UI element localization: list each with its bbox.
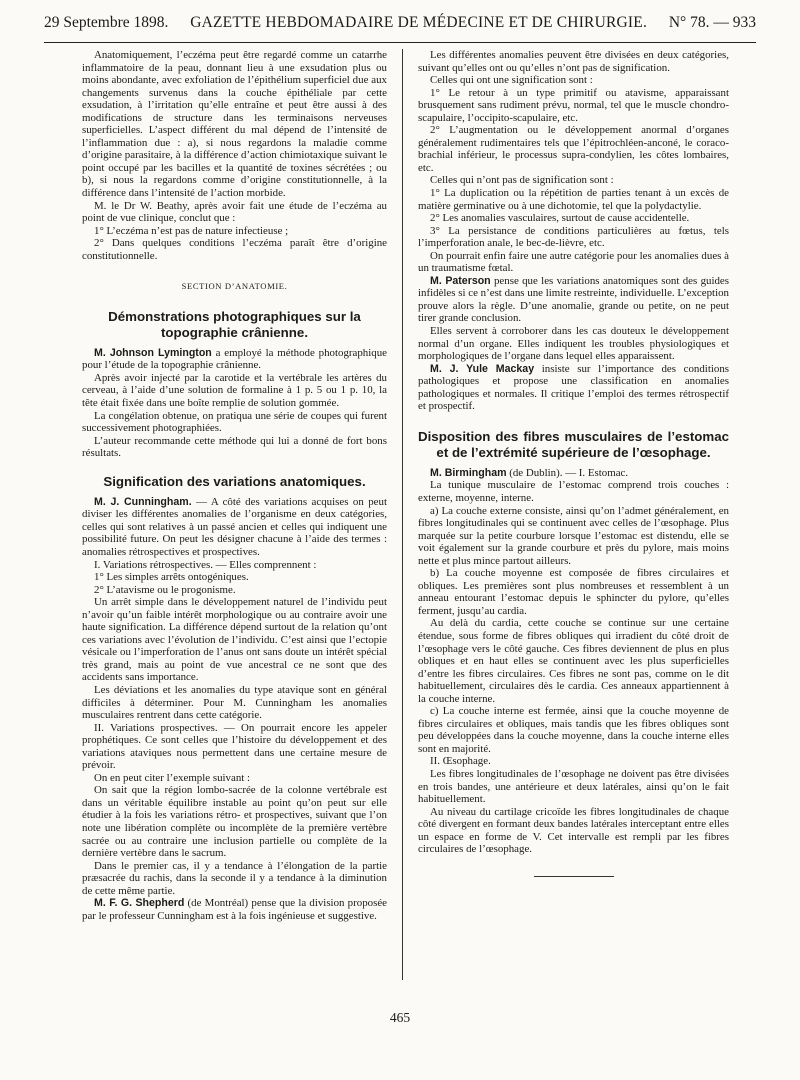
article-heading: Signification des variations anatomiques.: [103, 473, 366, 489]
paragraph: a) La couche externe consiste, ainsi qu’on l’admet généralement, en fibres longitudinales qui se continuent avec celles de l’œsophage. Plus marquée sur la petite courbure lorsque l’estomac est distendu, elle se voit également sur la grande courbure et près du pylore, mais moins nette et plus mince partout ailleurs.: [418, 504, 729, 567]
header-date: 29 Septembre 1898.: [44, 14, 169, 31]
page-number: 465: [389, 1010, 411, 1025]
paragraph: c) La couche interne est fermée, ainsi que la couche moyenne de fibres circulaires et obliques, mais tandis que les fibres obliques sont peu développées dans la couche moyenne, dans la couche interne elles sont en majorité.: [418, 705, 729, 755]
paragraph: La tunique musculaire de l’estomac comprend trois couches : externe, moyenne, interne.: [418, 479, 729, 504]
header-journal-title: GAZETTE HEBDOMADAIRE DE MÉDECINE ET DE CHIRURGIE.: [190, 14, 648, 31]
paragraph: 2° Les anomalies vasculaires, surtout de cause accidentelle.: [430, 212, 690, 225]
paragraph: [418, 467, 729, 480]
paragraph-text: insiste sur l’importance des conditions pathologiques et propose une classification en anomalies pathologiques et normales. Il critique l’emploi des termes rétrospectif et prospectif.: [418, 362, 729, 413]
paragraph: Au delà du cardia, cette couche se continue sur une certaine étendue, sous forme de fibres obliques qui irradient du côté droit de l’œsophage vers le côté gauche. Ces fibres deviennent de plus en plus obliques et en haut elles se continuent avec les plus superficielles d’entre les fibres circulaires. Ces fibres ne sont pas, comme on le dit habituellement, circulaires dès le cardia. Ces anneaux appartiennent à la couche interne.: [418, 617, 729, 705]
section-label: SECTION D’ANATOMIE.: [181, 281, 288, 292]
paragraph: Les fibres longitudinales de l’œsophage ne doivent pas être divisées en trois bandes, une antérieure et deux latérales, ainsi qu’on le fait habituellement.: [418, 767, 729, 806]
paragraph: Un arrêt simple dans le développement naturel de l’individu peut n’avoir qu’un faible intérêt morphologique ou au contraire avoir une haute signification. La différence dépend surtout de la relation qu’ont ces variations avec l’évolution de l’individu. C’est ainsi que l’ectopie vésicale ou l’imperforation de l’anus ont sans doute un intérêt spécial très grand, mais au point de vue ancestral ce ne sont que des accidents sans importance.: [82, 596, 387, 684]
paragraph: On en peut citer l’exemple suivant :: [94, 771, 251, 784]
author-name: M. J. Yule Mackay: [430, 362, 535, 375]
paragraph: [418, 363, 729, 413]
paragraph: II. Variations prospectives. — On pourrait encore les appeler prophétiques. Ce sont celles que l’histoire du développement et des variations ataviques nous permettent dans une certaine mesure de prévoir.: [82, 721, 387, 772]
paragraph: 3° La persistance de conditions particulières au fœtus, tels l’imperforation anale, le bec-de-lièvre, etc.: [418, 224, 729, 250]
paragraph: Les déviations et les anomalies du type atavique sont en général difficiles à déterminer. Pour M. Cunningham les anomalies musculaires rentrent dans cette catégorie.: [82, 683, 387, 722]
header-issue-page: N° 78. — 933: [668, 14, 756, 31]
paragraph: L’auteur recommande cette méthode qui lui a donné de fort bons résultats.: [82, 434, 387, 460]
left-column: [82, 49, 387, 1024]
paragraph-text: — A côté des variations acquises on peut diviser les différentes anomalies de l’organisme en deux catégories, celles qui sont relatives à un passé ancien et celles qui indiquent une possibilité future. On peut les désigner chacune à l’aide des termes : anomalies rétrospectives et prospectives.: [82, 495, 387, 558]
paragraph: Les différentes anomalies peuvent être divisées en deux catégories, suivant qu’elles ont ou qu’elles n’ont pas de signification.: [418, 49, 729, 74]
paragraph: On sait que la région lombo-sacrée de la colonne vertébrale est dans un véritable équilibre instable au point qu’on peut sur elle étudier à la fois les variations rétro- et prospectives, suivant que l’on note une libération complète ou incomplète de la première vertèbre sacrée ou au contraire une inclusion partielle ou complète de la dernière vertèbre dans le sacrum.: [82, 784, 387, 860]
paragraph: 2° L’atavisme ou le progonisme.: [94, 583, 236, 596]
paragraph: Celles qui ont une signification sont :: [430, 74, 593, 87]
paragraph: On pourrait enfin faire une autre catégorie pour les anomalies dues à un traumatisme fœtal.: [418, 249, 729, 275]
paragraph: 2° L’augmentation ou le développement anormal d’organes généralement rudimentaires tels que l’épitrochléen-anconé, le coraco-brachial inférieur, le processus supra-condylien, les côtes lombaires, etc.: [418, 124, 729, 174]
paragraph: 2° Dans quelques conditions l’eczéma paraît être d’origine constitutionnelle.: [82, 237, 387, 262]
end-rule: [534, 876, 614, 877]
paragraph-text: a employé la méthode photographique pour l’étude de la topographie crânienne.: [82, 346, 387, 372]
paragraph-text: (de Dublin). — I. Estomac.: [506, 466, 629, 479]
author-name: M. Birmingham: [430, 466, 507, 479]
paragraph: Celles qui n’ont pas de signification sont :: [430, 174, 614, 187]
paragraph: b) La couche moyenne est composée de fibres circulaires et obliques. Les premières sont plus nombreuses et ressemblent à un anneau entourant l’estomac depuis le sphincter du pylore, qu’elles ferment, jusqu’au cardia.: [418, 567, 729, 617]
paragraph: Au niveau du cartilage cricoïde les fibres longitudinales de chaque côté divergent en formant deux bandes latérales interceptant entre elles un espace en forme de V. Cet intervalle est rempli par les fibres circulaires de l’œsophage.: [418, 805, 729, 856]
paragraph: Dans le premier cas, il y a tendance à l’élongation de la partie præsacrée du rachis, dans la seconde il y a tendance à la diminution de cette même partie.: [82, 859, 387, 897]
paragraph: La congélation obtenue, on pratiqua une série de coupes qui furent successivement photographiées.: [82, 409, 387, 435]
author-name: M. Paterson: [430, 274, 491, 287]
paragraph-text: pense que les variations anatomiques sont des guides infidèles si ce n’est dans une limite restreinte, individuelle. L’exception prouve alors la règle. D’une anomalie, grande ou petite, on ne peut tirer grande conclusion.: [418, 274, 729, 325]
paragraph: Anatomiquement, l’eczéma peut être regardé comme un catarrhe inflammatoire de la peau, donnant lieu à une exsudation plus ou moins abondante, avec exfoliation de l’épithélium superficiel due aux changements survenus dans la couche épithéliale par cette exsudation, à l’irritation qu’elle entraîne et peut être aussi à des modifications de structure dans les terminaisons nerveuses superficielles. L’aspect différent du mal dépend de l’intensité de l’inflammation due : a), si nous regardons la maladie comme d’origine parasitaire, à la différence d’action chimiotaxique suivant le point occupé par les bacilles et la quantité de toxines sécrétées ; ou b), si nous la regardons comme d’origine constitutionnelle, à la différence dans l’intensité de l’action morbide.: [82, 49, 387, 200]
right-column: [418, 49, 729, 1024]
author-name: M. Johnson Lymington: [94, 346, 212, 359]
article-heading: Disposition des fibres musculaires de l’estomac et de l’extrémité supérieure de l’œsophage.: [418, 428, 729, 460]
paragraph: Elles servent à corroborer dans les cas douteux le développement normal d’un organe. Elles indiquent les troubles physiologiques et morphologiques de l’organe dans lequel elles apparaissent.: [418, 325, 729, 363]
paragraph: II. Œsophage.: [430, 755, 491, 768]
paragraph: [82, 897, 387, 922]
paragraph: 1° La duplication ou la répétition de parties tenant à un excès de matière germinative ou à une dichotomie, tel que la polydactylie.: [418, 187, 729, 212]
author-name: M. J. Cunningham.: [94, 495, 192, 508]
paragraph-text: (de Montréal) pense que la division proposée par le professeur Cunningham est à la fois ingénieuse et suggestive.: [82, 897, 387, 922]
header-rule: [44, 42, 756, 43]
author-name: M. F. G. Shepherd: [94, 897, 185, 910]
article-heading: Démonstrations photographiques sur la topographie crânienne.: [108, 308, 361, 340]
paragraph: M. le Dr W. Beathy, après avoir fait une étude de l’eczéma au point de vue clinique, conclut que :: [82, 199, 387, 225]
paragraph: I. Variations rétrospectives. — Elles comprennent :: [94, 558, 317, 571]
paragraph: [418, 275, 729, 325]
paragraph: [82, 347, 387, 372]
paragraph: [82, 496, 387, 559]
paragraph: 1° Le retour à un type primitif ou atavisme, apparaissant brusquement sans rudiment prévu, normal, tel que le muscle chondro-scapulaire, l’occipito-scapulaire, etc.: [418, 86, 729, 124]
paragraph: 1° L’eczéma n’est pas de nature infectieuse ;: [94, 224, 289, 237]
paragraph: Après avoir injecté par la carotide et la vertébrale les artères du cerveau, à l’aide d’une solution de formaline à 1 p. 5 ou 1 p. 10, la tête était fixée dans une boîte remplie de solution gommée.: [82, 371, 387, 410]
column-divider: [402, 49, 403, 980]
running-header: [44, 14, 756, 40]
paragraph: 1° Les simples arrêts ontogéniques.: [94, 571, 249, 584]
